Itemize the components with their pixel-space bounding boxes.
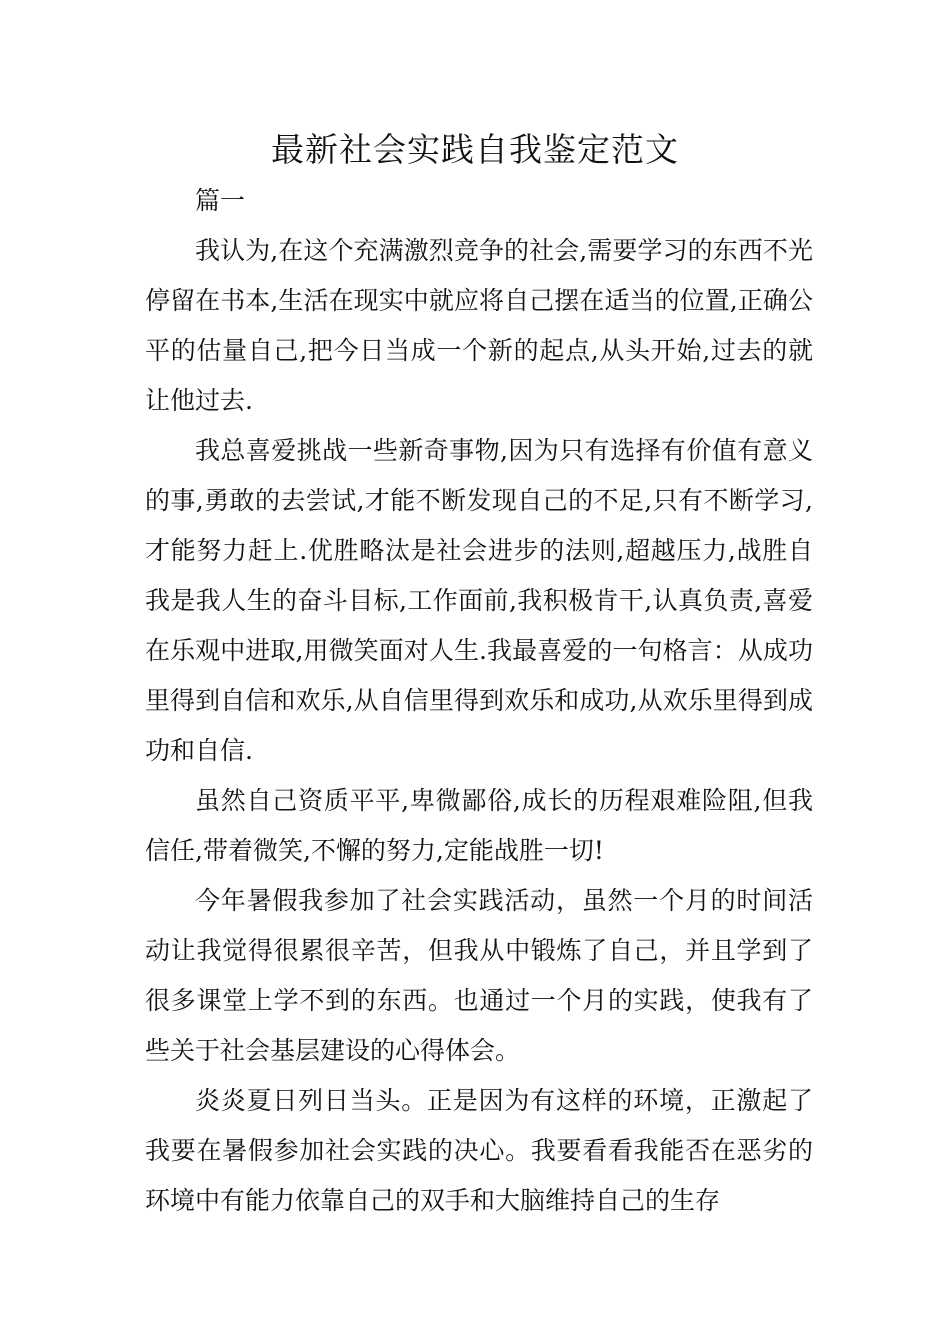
paragraph-5: 炎炎夏日列日当头。正是因为有这样的环境，正激起了我要在暑假参加社会实践的决心。我要看看我能否在恶劣的环境中有能力依靠自己的双手和大脑维持自己的生存	[145, 1086, 813, 1215]
paragraph-4: 今年暑假我参加了社会实践活动，虽然一个月的时间活动让我觉得很累很辛苦，但我从中锻炼了自己，并且学到了很多课堂上学不到的东西。也通过一个月的实践，使我有了些关于社会基层建设的心得体会。	[145, 886, 813, 1065]
paragraph-2: 我总喜爱挑战一些新奇事物,因为只有选择有价值有意义的事,勇敢的去尝试,才能不断发现自己的不足,只有不断学习,才能努力赶上.优胜略汰是社会进步的法则,超越压力,战胜自我是我人生的奋斗目标,工作面前,我积极肯干,认真负责,喜爱在乐观中进取,用微笑面对人生.我最喜爱的一句格言：从成功里得到自信和欢乐,从自信里得到欢乐和成功,从欢乐里得到成功和自信.	[145, 436, 813, 765]
document-body	[145, 176, 813, 1226]
section-label: 篇一	[195, 186, 246, 215]
document-title: 最新社会实践自我鉴定范文	[271, 130, 679, 169]
paragraph-3: 虽然自己资质平平,卑微鄙俗,成长的历程艰难险阻,但我信任,带着微笑,不懈的努力,定能战胜一切!	[145, 786, 813, 865]
paragraph-1: 我认为,在这个充满激烈竞争的社会,需要学习的东西不光停留在书本,生活在现实中就应将自己摆在适当的位置,正确公平的估量自己,把今日当成一个新的起点,从头开始,过去的就让他过去.	[145, 236, 813, 415]
